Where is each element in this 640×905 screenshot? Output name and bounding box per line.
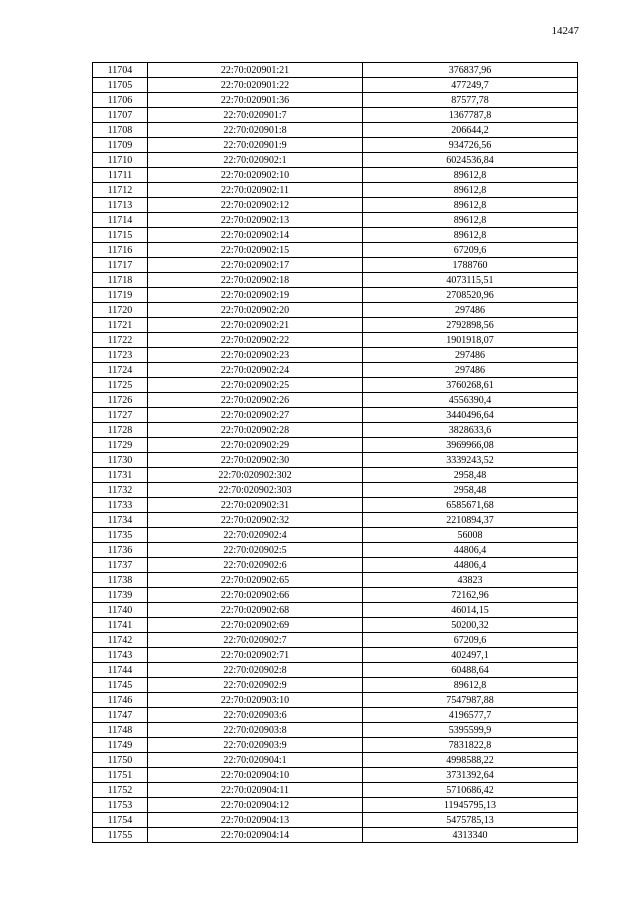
row-number-cell: 11712	[93, 183, 148, 198]
cadastral-value-cell: 44806,4	[363, 558, 578, 573]
row-number-cell: 11748	[93, 723, 148, 738]
cadastral-number-cell: 22:70:020901:7	[148, 108, 363, 123]
cadastral-value-cell: 60488,64	[363, 663, 578, 678]
table-row	[93, 123, 578, 138]
cadastral-value-cell: 3440496,64	[363, 408, 578, 423]
cadastral-value-cell: 4556390,4	[363, 393, 578, 408]
table-row	[93, 63, 578, 78]
row-number-cell: 11709	[93, 138, 148, 153]
cadastral-value-cell: 5395599,9	[363, 723, 578, 738]
row-number-cell: 11720	[93, 303, 148, 318]
cadastral-value-cell: 89612,8	[363, 213, 578, 228]
row-number-cell: 11722	[93, 333, 148, 348]
row-number-cell: 11723	[93, 348, 148, 363]
cadastral-value-cell: 3339243,52	[363, 453, 578, 468]
table-row	[93, 588, 578, 603]
cadastral-number-cell: 22:70:020903:10	[148, 693, 363, 708]
cadastral-value-cell: 6585671,68	[363, 498, 578, 513]
table-row	[93, 168, 578, 183]
table-row	[93, 348, 578, 363]
cadastral-value-cell: 1367787,8	[363, 108, 578, 123]
cadastral-value-cell: 3760268,61	[363, 378, 578, 393]
cadastral-value-cell: 934726,56	[363, 138, 578, 153]
cadastral-number-cell: 22:70:020904:12	[148, 798, 363, 813]
cadastral-number-cell: 22:70:020902:23	[148, 348, 363, 363]
cadastral-number-cell: 22:70:020901:9	[148, 138, 363, 153]
page-number: 14247	[551, 25, 579, 37]
cadastral-value-cell: 67209,6	[363, 243, 578, 258]
cadastral-value-cell: 2210894,37	[363, 513, 578, 528]
cadastral-number-cell: 22:70:020902:12	[148, 198, 363, 213]
table-row	[93, 573, 578, 588]
cadastral-number-cell: 22:70:020901:36	[148, 93, 363, 108]
table-row	[93, 78, 578, 93]
row-number-cell: 11746	[93, 693, 148, 708]
cadastral-value-cell: 2708520,96	[363, 288, 578, 303]
cadastral-number-cell: 22:70:020902:21	[148, 318, 363, 333]
row-number-cell: 11739	[93, 588, 148, 603]
cadastral-value-cell: 5710686,42	[363, 783, 578, 798]
cadastral-value-cell: 297486	[363, 348, 578, 363]
cadastral-number-cell: 22:70:020902:302	[148, 468, 363, 483]
cadastral-value-cell: 46014,15	[363, 603, 578, 618]
cadastral-number-cell: 22:70:020902:13	[148, 213, 363, 228]
table-row	[93, 228, 578, 243]
table-row	[93, 483, 578, 498]
cadastral-value-cell: 2958,48	[363, 483, 578, 498]
cadastral-number-cell: 22:70:020902:17	[148, 258, 363, 273]
cadastral-value-cell: 4998588,22	[363, 753, 578, 768]
cadastral-number-cell: 22:70:020902:32	[148, 513, 363, 528]
cadastral-number-cell: 22:70:020902:22	[148, 333, 363, 348]
row-number-cell: 11737	[93, 558, 148, 573]
row-number-cell: 11751	[93, 768, 148, 783]
table-row	[93, 393, 578, 408]
cadastral-value-cell: 376837,96	[363, 63, 578, 78]
cadastral-value-cell: 5475785,13	[363, 813, 578, 828]
cadastral-value-cell: 206644,2	[363, 123, 578, 138]
cadastral-number-cell: 22:70:020904:10	[148, 768, 363, 783]
row-number-cell: 11738	[93, 573, 148, 588]
row-number-cell: 11730	[93, 453, 148, 468]
row-number-cell: 11721	[93, 318, 148, 333]
cadastral-number-cell: 22:70:020902:9	[148, 678, 363, 693]
row-number-cell: 11754	[93, 813, 148, 828]
row-number-cell: 11713	[93, 198, 148, 213]
cadastral-number-cell: 22:70:020901:21	[148, 63, 363, 78]
table-row	[93, 648, 578, 663]
table-row	[93, 138, 578, 153]
cadastral-value-cell: 3969966,08	[363, 438, 578, 453]
row-number-cell: 11742	[93, 633, 148, 648]
cadastral-value-cell: 56008	[363, 528, 578, 543]
cadastral-value-cell: 2792898,56	[363, 318, 578, 333]
row-number-cell: 11719	[93, 288, 148, 303]
cadastral-value-cell: 72162,96	[363, 588, 578, 603]
cadastral-number-cell: 22:70:020903:6	[148, 708, 363, 723]
cadastral-value-cell: 11945795,13	[363, 798, 578, 813]
cadastral-value-cell: 7547987,88	[363, 693, 578, 708]
row-number-cell: 11743	[93, 648, 148, 663]
cadastral-number-cell: 22:70:020902:68	[148, 603, 363, 618]
cadastral-number-cell: 22:70:020902:30	[148, 453, 363, 468]
row-number-cell: 11724	[93, 363, 148, 378]
row-number-cell: 11733	[93, 498, 148, 513]
table-row	[93, 783, 578, 798]
cadastral-number-cell: 22:70:020902:27	[148, 408, 363, 423]
cadastral-value-cell: 3731392,64	[363, 768, 578, 783]
row-number-cell: 11727	[93, 408, 148, 423]
cadastral-number-cell: 22:70:020902:8	[148, 663, 363, 678]
cadastral-value-cell: 2958,48	[363, 468, 578, 483]
row-number-cell: 11711	[93, 168, 148, 183]
table-row	[93, 363, 578, 378]
cadastral-number-cell: 22:70:020902:6	[148, 558, 363, 573]
cadastral-number-cell: 22:70:020902:18	[148, 273, 363, 288]
table-row	[93, 558, 578, 573]
cadastral-number-cell: 22:70:020902:1	[148, 153, 363, 168]
row-number-cell: 11749	[93, 738, 148, 753]
row-number-cell: 11705	[93, 78, 148, 93]
table-row	[93, 303, 578, 318]
row-number-cell: 11744	[93, 663, 148, 678]
cadastral-value-cell: 4073115,51	[363, 273, 578, 288]
table-row	[93, 453, 578, 468]
cadastral-number-cell: 22:70:020902:15	[148, 243, 363, 258]
table-row	[93, 108, 578, 123]
table-row	[93, 543, 578, 558]
cadastral-value-cell: 87577,78	[363, 93, 578, 108]
row-number-cell: 11726	[93, 393, 148, 408]
table-row	[93, 378, 578, 393]
table-row	[93, 663, 578, 678]
row-number-cell: 11716	[93, 243, 148, 258]
cadastral-value-cell: 4196577,7	[363, 708, 578, 723]
row-number-cell: 11736	[93, 543, 148, 558]
cadastral-value-cell: 297486	[363, 363, 578, 378]
table-row	[93, 768, 578, 783]
cadastral-value-cell: 7831822,8	[363, 738, 578, 753]
table-row	[93, 528, 578, 543]
cadastral-value-table	[92, 62, 578, 843]
row-number-cell: 11718	[93, 273, 148, 288]
cadastral-value-cell: 3828633,6	[363, 423, 578, 438]
table-row	[93, 408, 578, 423]
cadastral-number-cell: 22:70:020904:13	[148, 813, 363, 828]
row-number-cell: 11729	[93, 438, 148, 453]
cadastral-number-cell: 22:70:020902:65	[148, 573, 363, 588]
row-number-cell: 11731	[93, 468, 148, 483]
row-number-cell: 11740	[93, 603, 148, 618]
row-number-cell: 11753	[93, 798, 148, 813]
table-row	[93, 153, 578, 168]
cadastral-number-cell: 22:70:020902:4	[148, 528, 363, 543]
cadastral-number-cell: 22:70:020902:66	[148, 588, 363, 603]
table-row	[93, 318, 578, 333]
table-row	[93, 183, 578, 198]
table-row	[93, 678, 578, 693]
cadastral-value-cell: 89612,8	[363, 183, 578, 198]
table-row	[93, 798, 578, 813]
cadastral-value-cell: 89612,8	[363, 678, 578, 693]
cadastral-number-cell: 22:70:020902:69	[148, 618, 363, 633]
row-number-cell: 11745	[93, 678, 148, 693]
table-row	[93, 723, 578, 738]
cadastral-value-cell: 43823	[363, 573, 578, 588]
cadastral-value-cell: 1788760	[363, 258, 578, 273]
cadastral-number-cell: 22:70:020902:25	[148, 378, 363, 393]
cadastral-number-cell: 22:70:020902:7	[148, 633, 363, 648]
row-number-cell: 11755	[93, 828, 148, 843]
cadastral-number-cell: 22:70:020902:24	[148, 363, 363, 378]
table-row	[93, 693, 578, 708]
cadastral-number-cell: 22:70:020904:11	[148, 783, 363, 798]
table-row	[93, 288, 578, 303]
cadastral-number-cell: 22:70:020902:71	[148, 648, 363, 663]
row-number-cell: 11741	[93, 618, 148, 633]
cadastral-number-cell: 22:70:020902:31	[148, 498, 363, 513]
row-number-cell: 11752	[93, 783, 148, 798]
cadastral-value-cell: 67209,6	[363, 633, 578, 648]
table-row	[93, 213, 578, 228]
cadastral-number-cell: 22:70:020904:1	[148, 753, 363, 768]
table-row	[93, 708, 578, 723]
cadastral-number-cell: 22:70:020902:19	[148, 288, 363, 303]
cadastral-number-cell: 22:70:020901:22	[148, 78, 363, 93]
table-row	[93, 423, 578, 438]
row-number-cell: 11717	[93, 258, 148, 273]
row-number-cell: 11747	[93, 708, 148, 723]
table-row	[93, 738, 578, 753]
cadastral-value-cell: 297486	[363, 303, 578, 318]
cadastral-value-cell: 50200,32	[363, 618, 578, 633]
cadastral-number-cell: 22:70:020904:14	[148, 828, 363, 843]
table-row	[93, 258, 578, 273]
cadastral-number-cell: 22:70:020902:29	[148, 438, 363, 453]
cadastral-number-cell: 22:70:020902:5	[148, 543, 363, 558]
row-number-cell: 11704	[93, 63, 148, 78]
cadastral-value-cell: 402497,1	[363, 648, 578, 663]
table-row	[93, 603, 578, 618]
row-number-cell: 11725	[93, 378, 148, 393]
row-number-cell: 11728	[93, 423, 148, 438]
cadastral-number-cell: 22:70:020902:11	[148, 183, 363, 198]
row-number-cell: 11734	[93, 513, 148, 528]
cadastral-number-cell: 22:70:020901:8	[148, 123, 363, 138]
cadastral-value-cell: 44806,4	[363, 543, 578, 558]
cadastral-value-cell: 1901918,07	[363, 333, 578, 348]
table-row	[93, 273, 578, 288]
row-number-cell: 11707	[93, 108, 148, 123]
table-row	[93, 243, 578, 258]
cadastral-value-cell: 6024536,84	[363, 153, 578, 168]
row-number-cell: 11710	[93, 153, 148, 168]
row-number-cell: 11735	[93, 528, 148, 543]
table-row	[93, 618, 578, 633]
cadastral-number-cell: 22:70:020902:10	[148, 168, 363, 183]
table-row	[93, 333, 578, 348]
row-number-cell: 11715	[93, 228, 148, 243]
cadastral-value-cell: 89612,8	[363, 198, 578, 213]
row-number-cell: 11714	[93, 213, 148, 228]
cadastral-value-cell: 4313340	[363, 828, 578, 843]
cadastral-number-cell: 22:70:020902:303	[148, 483, 363, 498]
row-number-cell: 11708	[93, 123, 148, 138]
row-number-cell: 11750	[93, 753, 148, 768]
table-row	[93, 633, 578, 648]
row-number-cell: 11732	[93, 483, 148, 498]
table-row	[93, 513, 578, 528]
table-row	[93, 198, 578, 213]
cadastral-number-cell: 22:70:020902:20	[148, 303, 363, 318]
table-row	[93, 468, 578, 483]
table-row	[93, 813, 578, 828]
row-number-cell: 11706	[93, 93, 148, 108]
cadastral-number-cell: 22:70:020902:26	[148, 393, 363, 408]
table-row	[93, 828, 578, 843]
cadastral-value-cell: 89612,8	[363, 228, 578, 243]
table-row	[93, 438, 578, 453]
cadastral-value-cell: 89612,8	[363, 168, 578, 183]
table-body	[93, 63, 578, 843]
cadastral-number-cell: 22:70:020902:28	[148, 423, 363, 438]
cadastral-number-cell: 22:70:020902:14	[148, 228, 363, 243]
cadastral-number-cell: 22:70:020903:8	[148, 723, 363, 738]
cadastral-number-cell: 22:70:020903:9	[148, 738, 363, 753]
table-row	[93, 498, 578, 513]
table-row	[93, 753, 578, 768]
table-row	[93, 93, 578, 108]
cadastral-value-cell: 477249,7	[363, 78, 578, 93]
